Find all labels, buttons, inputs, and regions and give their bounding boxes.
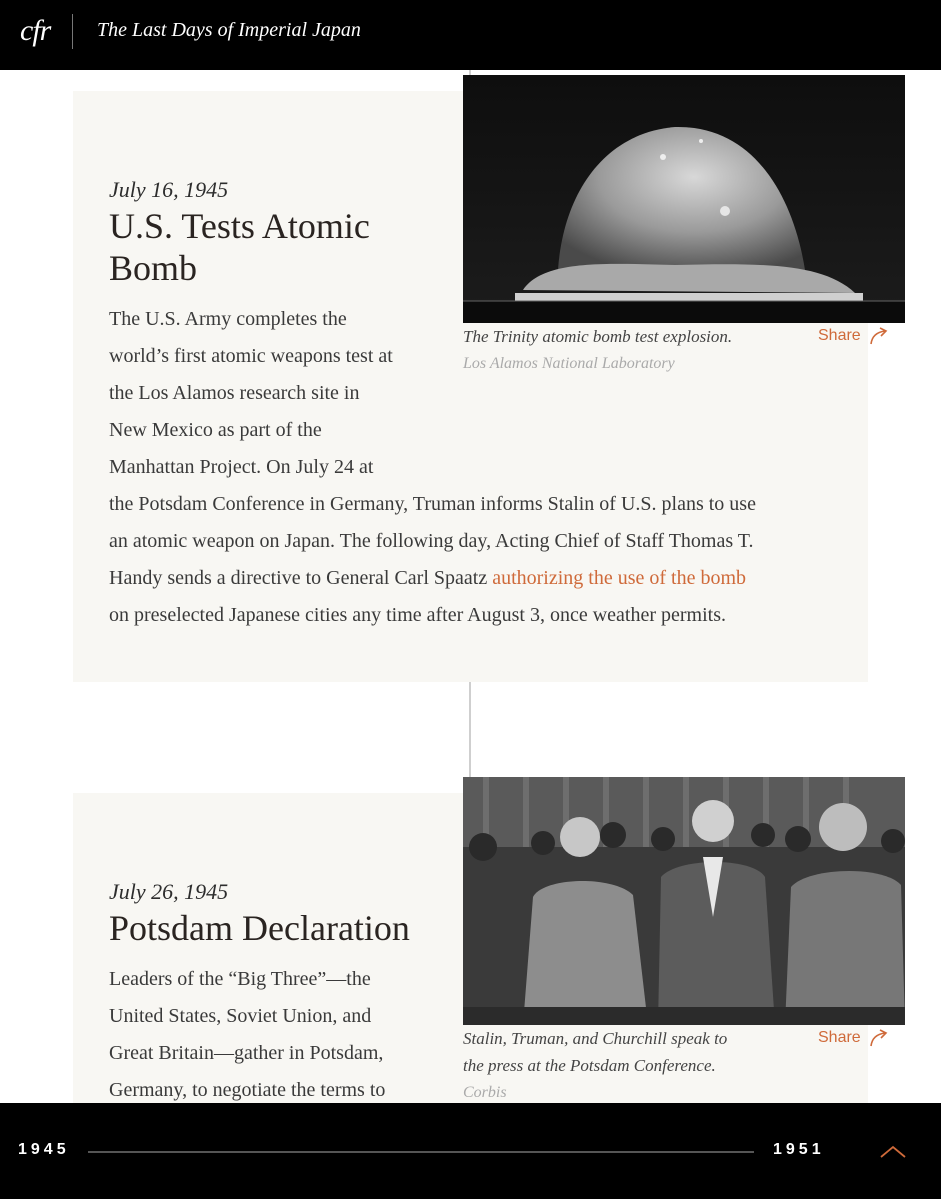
share-label: Share (818, 327, 861, 344)
entry-body-line: on preselected Japanese cities any time after August 3, once weather permits. (109, 604, 726, 626)
share-label: Share (818, 1029, 861, 1046)
entry-body-line: world’s first atomic weapons test at (109, 345, 393, 367)
entry-body-line: Manhattan Project. On July 24 at (109, 456, 374, 478)
site-title[interactable]: The Last Days of Imperial Japan (97, 19, 361, 41)
entry-body-line: an atomic weapon on Japan. The following day, Acting Chief of Staff Thomas T. (109, 530, 754, 552)
photo-caption: the press at the Potsdam Conference. (463, 1056, 716, 1075)
photo-caption: The Trinity atomic bomb test explosion. (463, 327, 733, 346)
trinity-test-photo[interactable] (463, 75, 905, 323)
scroll-to-top-button[interactable] (878, 1141, 908, 1163)
photo-credit: Corbis (463, 1084, 507, 1101)
entry-date: July 26, 1945 (109, 879, 229, 904)
start-year[interactable]: 1945 (18, 1141, 70, 1158)
photo-credit: Los Alamos National Laboratory (463, 355, 675, 372)
top-bar (0, 0, 941, 70)
entry-body-line: The U.S. Army completes the (109, 308, 347, 330)
timeline-scrubber-track[interactable] (88, 1151, 754, 1153)
authorizing-bomb-link[interactable]: authorizing the use of the bomb (492, 567, 747, 589)
entry-date: July 16, 1945 (109, 177, 229, 202)
end-year[interactable]: 1951 (773, 1141, 825, 1158)
entry-body-line: the Potsdam Conference in Germany, Truman informs Stalin of U.S. plans to use (109, 493, 756, 515)
entry-body-line: Handy sends a directive to General Carl Spaatz authorizing the use of the bomb (109, 567, 747, 589)
share-button[interactable] (818, 1029, 889, 1047)
share-button[interactable] (818, 327, 889, 345)
share-arrow-icon (869, 327, 889, 345)
chevron-up-icon (878, 1141, 908, 1163)
entry-body-line: Leaders of the “Big Three”—the (109, 968, 371, 990)
entry-body-line: Great Britain—gather in Potsdam, (109, 1042, 384, 1064)
entry-body-line: the Los Alamos research site in (109, 382, 360, 404)
cfr-logo[interactable]: cfr (20, 14, 51, 47)
share-arrow-icon (869, 1029, 889, 1047)
entry-body-line: New Mexico as part of the (109, 419, 322, 441)
timeline-footer (0, 1103, 941, 1199)
entry-body-line: United States, Soviet Union, and (109, 1005, 372, 1027)
potsdam-conference-photo[interactable] (463, 777, 905, 1025)
entry-body-line: Germany, to negotiate the terms to (109, 1079, 386, 1101)
photo-caption: Stalin, Truman, and Churchill speak to (463, 1029, 728, 1048)
entry-headline: U.S. Tests Atomic Bomb (109, 206, 370, 288)
entry-headline: Potsdam Declaration (109, 908, 410, 948)
logo-divider (72, 14, 73, 49)
